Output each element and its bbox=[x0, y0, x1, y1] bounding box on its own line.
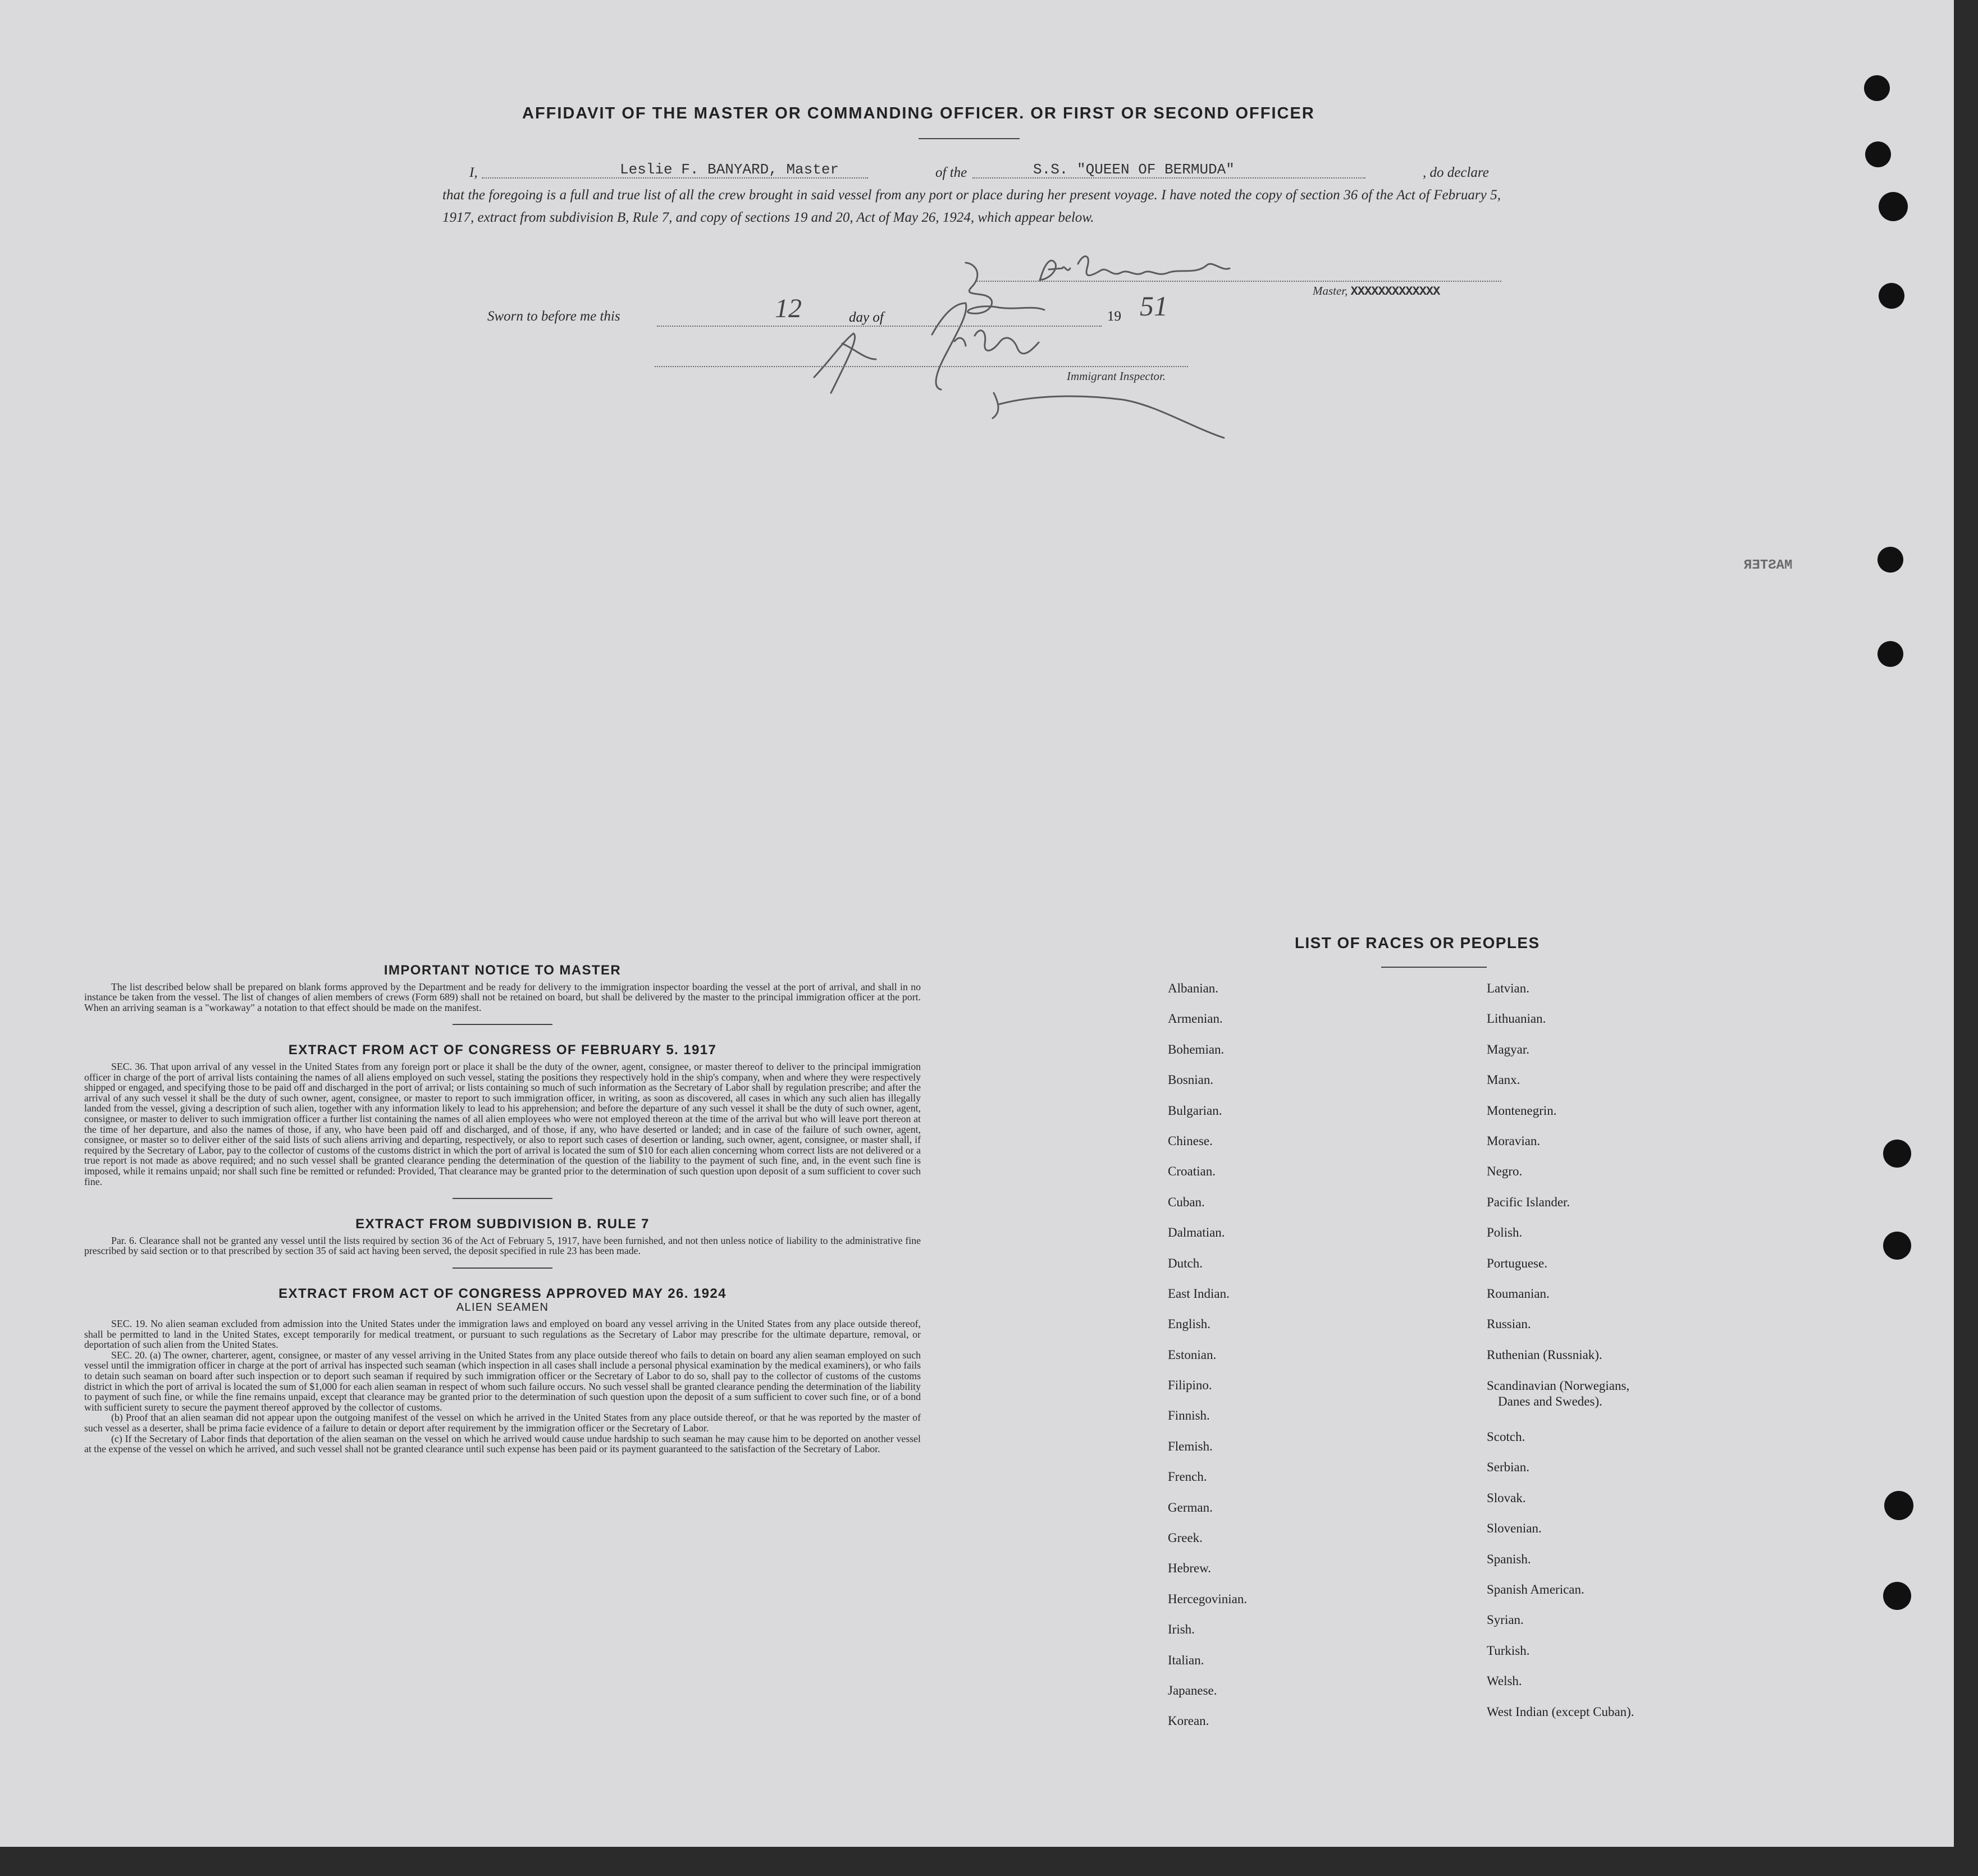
race-label: Manx. bbox=[1487, 1073, 1520, 1087]
punch-hole bbox=[1877, 641, 1903, 667]
race-item bbox=[1168, 1645, 1247, 1676]
sworn-label: Sworn to before me this bbox=[487, 309, 620, 324]
sworn-day-value: 12 bbox=[775, 294, 802, 323]
race-label: Moravian. bbox=[1487, 1133, 1541, 1148]
race-label: Bulgarian. bbox=[1168, 1103, 1222, 1118]
race-item bbox=[1487, 973, 1634, 1004]
race-item bbox=[1168, 1462, 1247, 1492]
race-item bbox=[1487, 1452, 1634, 1483]
affidavit-i: I, bbox=[469, 165, 478, 180]
punch-hole bbox=[1883, 1582, 1911, 1610]
race-item bbox=[1168, 1706, 1247, 1736]
race-item bbox=[1487, 1156, 1634, 1187]
section-rule bbox=[453, 1198, 552, 1199]
race-label: Japanese. bbox=[1168, 1683, 1217, 1697]
race-label: Finnish. bbox=[1168, 1408, 1210, 1423]
race-item bbox=[1487, 1513, 1634, 1544]
race-label: Spanish. bbox=[1487, 1552, 1531, 1566]
race-label: Serbian. bbox=[1487, 1460, 1530, 1475]
race-label: Croatian. bbox=[1168, 1164, 1216, 1179]
race-label: Magyar. bbox=[1487, 1042, 1530, 1056]
race-item bbox=[1168, 1340, 1247, 1370]
race-label: Flemish. bbox=[1168, 1439, 1213, 1453]
race-label: Roumanian. bbox=[1487, 1286, 1550, 1301]
race-label: Chinese. bbox=[1168, 1133, 1213, 1148]
race-item bbox=[1168, 1126, 1247, 1156]
ship-name-field: S.S. "QUEEN OF BERMUDA" bbox=[1033, 161, 1235, 178]
race-item bbox=[1168, 1553, 1247, 1584]
year-prefix: 19 bbox=[1107, 309, 1121, 324]
race-label: Hebrew. bbox=[1168, 1561, 1212, 1576]
year-value: 51 bbox=[1140, 290, 1168, 322]
race-item bbox=[1487, 1544, 1634, 1575]
race-label: Polish. bbox=[1487, 1225, 1523, 1240]
race-item bbox=[1168, 1676, 1247, 1706]
notices-column bbox=[84, 963, 921, 1455]
act-1924-sec20a: SEC. 20. (a) The owner, charterer, agent, consignee, or master of any vessel arriving in the United States from any place outside thereof who fails to detain on board any alien seaman employed on such vessel until the immigration officer in charge at the port of arrival has inspected such seaman (which inspection in all cases shall include a personal physical examination by the medical examiners), or who fails to detain such seaman on board after such inspection or to deport such seaman if required by such immigration officer or the Secretary of Labor to do so, shall pay to the collector of customs of the customs district in which the port of arrival is located the sum of $1,000 for each alien seaman in respect of whom such failure occurs. No such vessel shall be granted clearance pending the determination of the liability to payment of such fine, or while the fine remains unpaid, except that clearance may be granted prior to the determination of such question upon the deposit of a sum sufficient to cover such fine, or of a bond with sufficient surety to secure the payment thereof approved by the collector of customs. bbox=[84, 1349, 921, 1413]
race-item bbox=[1168, 1370, 1247, 1401]
race-item bbox=[1487, 1248, 1634, 1279]
master-name-field: Leslie F. BANYARD, Master bbox=[620, 161, 839, 178]
important-notice-title: IMPORTANT NOTICE TO MASTER bbox=[383, 963, 622, 978]
act-1924-sec20b: (b) Proof that an alien seaman did not appear upon the outgoing manifest of the vessel on which he arrived in the United States from any place outside thereof, or that he was reported by the master of such vessel as a deserter, shall be prima facie evidence of a failure to detain or deport after requirement by the immigration officer or the Secretary of Labor. bbox=[84, 1412, 921, 1434]
race-item bbox=[1487, 1666, 1634, 1696]
race-label: Irish. bbox=[1168, 1622, 1195, 1637]
master-signature-line bbox=[977, 281, 1501, 282]
day-of-label: day of bbox=[849, 310, 884, 325]
race-item bbox=[1487, 1575, 1634, 1605]
race-item bbox=[1487, 1279, 1634, 1309]
race-label-continuation: Danes and Swedes). bbox=[1498, 1394, 1602, 1409]
handwritten-signatures bbox=[0, 0, 1954, 449]
act-1924-subtitle: ALIEN SEAMEN bbox=[456, 1301, 549, 1314]
rule-7-body: Par. 6. Clearance shall not be granted any vessel until the lists required by section 36 of the Act of February 5, 1917, have been furnished, and not then unless notice of liability to the administrative fine prescribed by said section or to that prescribed by section 35 of said act having been served, the deposit specified in rule 23 has been made. bbox=[84, 1234, 921, 1257]
race-item bbox=[1168, 1523, 1247, 1553]
of-the-label: of the bbox=[935, 165, 967, 180]
race-label: Cuban. bbox=[1168, 1195, 1205, 1209]
important-notice-body: The list described below shall be prepared on blank forms approved by the Department and be ready for delivery to the immigration inspector boarding the vessel at the port of arrival, and shall in no instance be taken from the vessel. The list of changes of alien members of crews (Form 689) shall not be retained on board, but shall be delivered by the master to the principal immigration officer at the port. When an arriving seaman is a "workaway" a notation to that effect should be made on the manifest. bbox=[84, 981, 921, 1013]
race-item bbox=[1487, 1422, 1634, 1452]
race-label: West Indian (except Cuban). bbox=[1487, 1704, 1634, 1719]
race-item bbox=[1168, 1035, 1247, 1065]
race-item bbox=[1487, 1483, 1634, 1513]
race-item bbox=[1487, 1636, 1634, 1666]
race-label: Spanish American. bbox=[1487, 1582, 1584, 1597]
race-item bbox=[1487, 1370, 1634, 1422]
race-label: French. bbox=[1168, 1470, 1207, 1484]
act-1917-title: EXTRACT FROM ACT OF CONGRESS OF FEBRUARY 5. 1917 bbox=[288, 1042, 717, 1058]
race-item bbox=[1168, 1096, 1247, 1126]
race-label: Armenian. bbox=[1168, 1012, 1223, 1026]
race-item bbox=[1168, 1065, 1247, 1095]
race-label: Slovenian. bbox=[1487, 1521, 1542, 1536]
punch-hole bbox=[1883, 1232, 1911, 1260]
race-item bbox=[1168, 1493, 1247, 1523]
sworn-date-line bbox=[657, 326, 1102, 327]
bleed-through-text: MASTER bbox=[1744, 558, 1793, 573]
race-label: Montenegrin. bbox=[1487, 1103, 1557, 1118]
section-rule bbox=[453, 1024, 552, 1025]
race-item bbox=[1168, 1401, 1247, 1431]
race-label: Negro. bbox=[1487, 1164, 1523, 1179]
race-item bbox=[1487, 1605, 1634, 1635]
race-label: Russian. bbox=[1487, 1317, 1531, 1331]
page-title: AFFIDAVIT OF THE MASTER OR COMMANDING OFFICER. OR FIRST OR SECOND OFFICER bbox=[522, 104, 1315, 122]
race-label: Pacific Islander. bbox=[1487, 1195, 1570, 1209]
race-label: Albanian. bbox=[1168, 981, 1219, 995]
race-item bbox=[1168, 1187, 1247, 1218]
race-label: Syrian. bbox=[1487, 1613, 1524, 1627]
punch-hole bbox=[1884, 1491, 1913, 1520]
race-label: Scotch. bbox=[1487, 1430, 1525, 1444]
race-item bbox=[1487, 1096, 1634, 1126]
master-signature-label bbox=[1313, 284, 1440, 299]
punch-hole bbox=[1883, 1140, 1911, 1168]
race-label: Latvian. bbox=[1487, 981, 1529, 995]
race-item bbox=[1487, 1340, 1634, 1370]
race-item bbox=[1487, 1697, 1634, 1727]
race-label: English. bbox=[1168, 1317, 1211, 1331]
race-label: Scandinavian (Norwegians, bbox=[1487, 1379, 1630, 1393]
race-item bbox=[1487, 1309, 1634, 1339]
races-title-rule bbox=[1381, 967, 1487, 968]
race-item bbox=[1168, 1309, 1247, 1339]
race-label: Dalmatian. bbox=[1168, 1225, 1225, 1240]
race-item bbox=[1487, 1187, 1634, 1218]
races-list-right bbox=[1487, 973, 1634, 1727]
race-label: Welsh. bbox=[1487, 1674, 1522, 1689]
race-label: Italian. bbox=[1168, 1653, 1204, 1667]
act-1924-sec19: SEC. 19. No alien seaman excluded from admission into the United States under the immigration laws and employed on board any vessel arriving in the United States from any place outside thereof, shall be permitted to land in the United States, except temporarily for medical treatment, or pursuant to such regulations as the Secretary of Labor may prescribe for the ultimate departure, removal, or deportation of such alien from the United States. bbox=[84, 1318, 921, 1351]
race-item bbox=[1168, 1156, 1247, 1187]
race-item bbox=[1168, 973, 1247, 1004]
inspector-signature-line bbox=[655, 366, 1188, 367]
rule-7-title: EXTRACT FROM SUBDIVISION B. RULE 7 bbox=[355, 1216, 650, 1232]
race-label: Greek. bbox=[1168, 1531, 1203, 1545]
race-label: Bosnian. bbox=[1168, 1073, 1214, 1087]
race-label: Dutch. bbox=[1168, 1256, 1203, 1270]
race-item bbox=[1487, 1218, 1634, 1248]
struck-out-title: XXXXXXXXXXXXX bbox=[1350, 285, 1440, 299]
race-label: Korean. bbox=[1168, 1714, 1209, 1728]
race-label: German. bbox=[1168, 1500, 1213, 1514]
race-item bbox=[1168, 1218, 1247, 1248]
races-list-left bbox=[1168, 973, 1247, 1737]
race-item bbox=[1168, 1431, 1247, 1462]
race-label: Turkish. bbox=[1487, 1643, 1530, 1658]
master-label-text: Master, bbox=[1313, 284, 1348, 298]
race-label: Slovak. bbox=[1487, 1490, 1526, 1505]
race-label: Bohemian. bbox=[1168, 1042, 1225, 1056]
race-item bbox=[1168, 1279, 1247, 1309]
race-label: Hercegovinian. bbox=[1168, 1591, 1248, 1606]
race-item bbox=[1487, 1065, 1634, 1095]
race-item bbox=[1487, 1126, 1634, 1156]
race-label: Estonian. bbox=[1168, 1347, 1217, 1362]
race-label: Portuguese. bbox=[1487, 1256, 1547, 1270]
race-item bbox=[1487, 1035, 1634, 1065]
signature-area bbox=[0, 0, 1954, 449]
act-1924-sec20c: (c) If the Secretary of Labor finds that deportation of the alien seaman on the vessel on which he arrived would cause undue hardship to such seaman he may cause him to be deported on another vessel at the expense of the vessel on which he arrived, and such vessel shall not be granted clearance until such expense has been paid or its payment guaranteed to the satisfaction of the Secretary of Labor. bbox=[84, 1433, 921, 1455]
race-item bbox=[1168, 1584, 1247, 1614]
do-declare-label: , do declare bbox=[1423, 165, 1489, 180]
race-item bbox=[1487, 1004, 1634, 1034]
race-item bbox=[1168, 1248, 1247, 1279]
race-item bbox=[1168, 1614, 1247, 1645]
act-1924-title: EXTRACT FROM ACT OF CONGRESS APPROVED MAY 26. 1924 bbox=[278, 1285, 727, 1301]
inspector-label: Immigrant Inspector. bbox=[1067, 369, 1166, 383]
races-title: LIST OF RACES OR PEOPLES bbox=[1295, 934, 1540, 951]
race-item bbox=[1168, 1004, 1247, 1034]
race-label: Filipino. bbox=[1168, 1378, 1212, 1393]
race-label: Lithuanian. bbox=[1487, 1012, 1546, 1026]
section-rule bbox=[453, 1268, 552, 1269]
race-label: Ruthenian (Russniak). bbox=[1487, 1347, 1602, 1362]
affidavit-body: that the foregoing is a full and true list of all the crew brought in said vessel from any port or place during her present voyage. I have noted the copy of section 36 of the Act of February 5, 1917, extract from subdivision B, Rule 7, and copy of sections 19 and 20, Act of May 26, 1924, which appear below. bbox=[442, 187, 1501, 225]
punch-hole bbox=[1877, 547, 1903, 573]
act-1917-body: SEC. 36. That upon arrival of any vessel in the United States from any foreign port or place it shall be the duty of the owner, agent, consignee, or master thereof to deliver to the principal immigration officer in charge of the port of arrival lists containing the names of all aliens employed on such vessel, stating the positions they respectively hold in the ship's company, when and where they were respectively shipped or engaged, and specifying those to be paid off and discharged in the port of arrival; or lists containing so much of such information as the Secretary of Labor shall by regulation prescribe; and after the arrival of any such vessel it shall be the duty of such owner, agent, consignee, or master to report to such immigration officer, in writing, as soon as discovered, all cases in which any such alien has illegally landed from the vessel, giving a description of such alien, together with any information likely to lead to his apprehension; and before the departure of any such vessel it shall be the duty of such owner, agent, consignee, or master to deliver to such immigration officer a further list containing the names of all alien employees who were not employed thereon at the time of the arrival but who will leave port thereon at the time of her departure, and also the names of those, if any, who have been paid off and discharged, and of those, if any, who have deserted or landed; and in case of the failure of such owner, agent, consignee, or master so to deliver either of the said lists of such aliens arriving and departing, respectively, or also to report such cases of desertion or landing, such owner, agent, consignee, or master shall, if required by the Secretary of Labor, pay to the collector of customs of the customs district in which the port of arrival is located the sum of $10 for each alien concerning whom correct lists are not delivered or a true report is not made as above required; and no such vessel shall be granted clearance pending the determination of the question of the liability to the payment of such fine, and, in the event such fine is imposed, while it remains unpaid; nor shall such fine be remitted or refunded: Provided, That clearance may be granted prior to the determination of such question upon deposit of a sum sufficient to cover such fine. bbox=[84, 1060, 921, 1187]
race-label: East Indian. bbox=[1168, 1286, 1230, 1301]
